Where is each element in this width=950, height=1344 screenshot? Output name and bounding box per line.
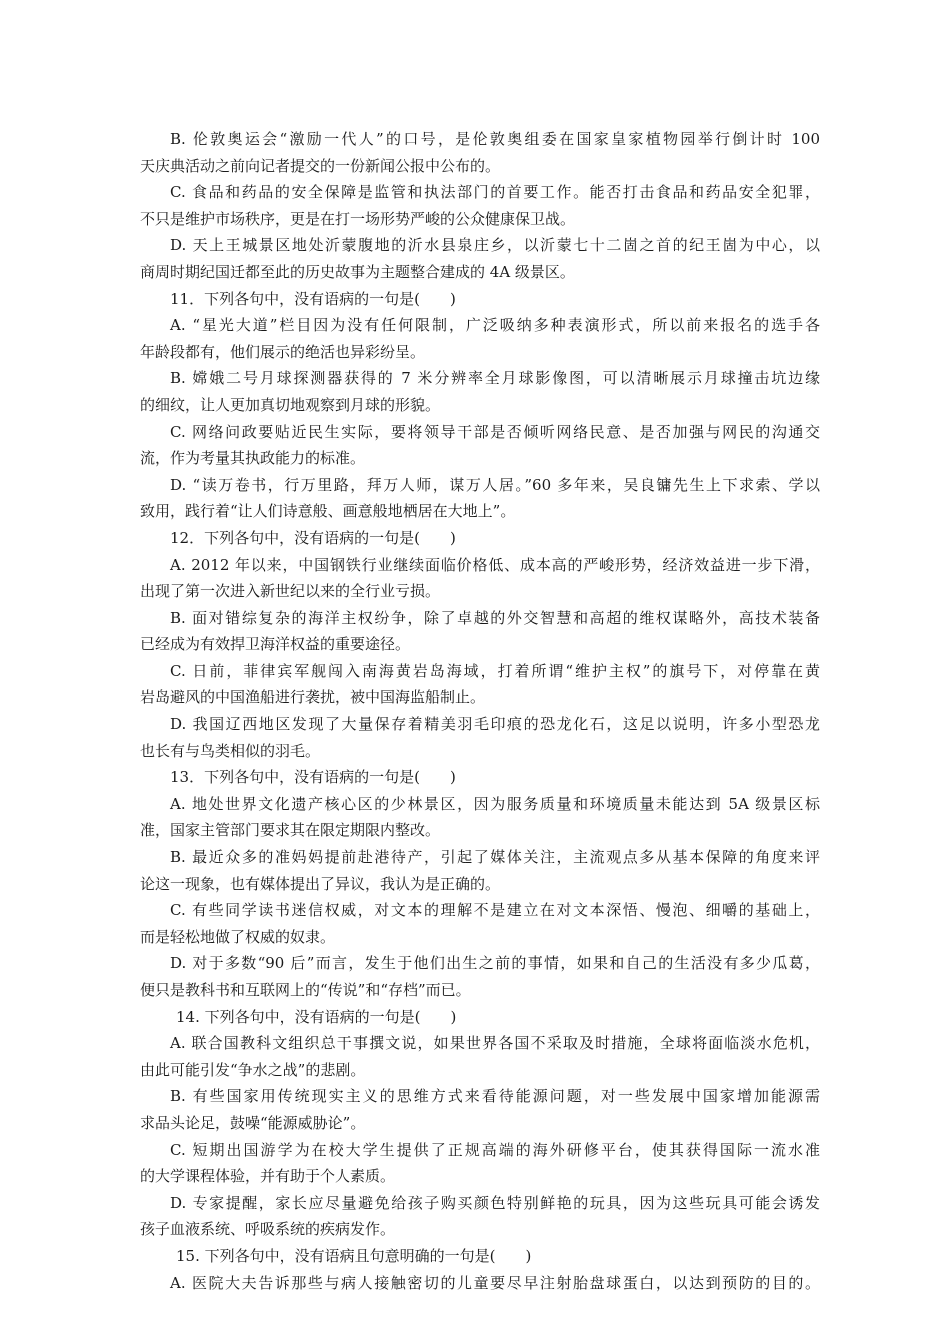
text-line: C. 有些同学读书迷信权威，对文本的理解不是建立在对文本深悟、慢泡、细嚼的基础上， bbox=[170, 901, 820, 920]
text-line: 由此可能引发“争水之战”的悲剧。 bbox=[140, 1060, 366, 1079]
text-line: 的细纹，让人更加真切地观察到月球的形貌。 bbox=[140, 395, 441, 414]
text-line: D. 对于多数“90 后”而言，发生于他们出生之前的事情，如果和自己的生活没有多少瓜葛， bbox=[170, 954, 820, 973]
text-line: B. 伦敦奥运会“激励一代人”的口号，是伦敦奥组委在国家皇家植物园举行倒计时 100 bbox=[170, 130, 820, 148]
text-line: 的大学课程体验，并有助于个人素质。 bbox=[140, 1167, 396, 1186]
text-line: B. 最近众多的准妈妈提前赴港待产，引起了媒体关注，主流观点多从基本保障的角度来评 bbox=[170, 848, 820, 867]
text-line: D. “读万卷书，行万里路，拜万人师，谋万人居。”60 多年来，吴良镛先生上下求索、学以 bbox=[170, 475, 820, 494]
text-line: B. 有些国家用传统现实主义的思维方式来看待能源问题，对一些发展中国家增加能源需 bbox=[170, 1087, 820, 1106]
text-line: D. 天上王城景区地处沂蒙腹地的沂水县泉庄乡，以沂蒙七十二崮之首的纪王崮为中心，以 bbox=[170, 236, 820, 255]
document-body bbox=[140, 126, 820, 1296]
text-line: B. 嫦娥二号月球探测器获得的 7 米分辨率全月球影像图，可以清晰展示月球撞击坑边缘 bbox=[170, 369, 820, 388]
text-line: 论这一现象，也有媒体提出了异议，我认为是正确的。 bbox=[140, 874, 501, 893]
text-line: C. 网络问政要贴近民生实际，要将领导干部是否倾听网络民意、是否加强与网民的沟通交 bbox=[170, 422, 820, 441]
text-line: 天庆典活动之前向记者提交的一份新闻公报中公布的。 bbox=[140, 156, 501, 175]
text-line: 而是轻松地做了权威的奴隶。 bbox=[140, 927, 336, 946]
text-line: 岩岛避风的中国渔船进行袭扰，被中国海监船制止。 bbox=[140, 688, 486, 707]
text-line: 14. 下列各句中，没有语病的一句是( ) bbox=[176, 1007, 457, 1026]
text-line: 12．下列各句中，没有语病的一句是( ) bbox=[170, 528, 456, 547]
text-line: 已经成为有效捍卫海洋权益的重要途径。 bbox=[140, 635, 411, 654]
text-line: A. 医院大夫告诉那些与病人接触密切的儿童要尽早注射胎盘球蛋白，以达到预防的目的。 bbox=[170, 1273, 820, 1292]
text-line: 年龄段都有，他们展示的绝活也异彩纷呈。 bbox=[140, 342, 426, 361]
text-line: 15. 下列各句中，没有语病且句意明确的一句是( ) bbox=[176, 1246, 532, 1265]
text-line: 孩子血液系统、呼吸系统的疾病发作。 bbox=[140, 1220, 396, 1239]
text-line: B. 面对错综复杂的海洋主权纷争，除了卓越的外交智慧和高超的维权谋略外，高技术装备 bbox=[170, 608, 820, 627]
text-line: 求品头论足，鼓噪“能源威胁论”。 bbox=[140, 1113, 366, 1132]
text-line: A. 地处世界文化遗产核心区的少林景区，因为服务质量和环境质量未能达到 5A 级景区标 bbox=[170, 794, 820, 813]
text-line: 流，作为考量其执政能力的标准。 bbox=[140, 449, 366, 468]
text-line: 准，国家主管部门要求其在限定期限内整改。 bbox=[140, 821, 441, 840]
text-line: 便只是教科书和互联网上的“传说”和“存档”而已。 bbox=[140, 981, 471, 999]
text-line: 商周时期纪国迁都至此的历史故事为主题整合建成的 4A 级景区。 bbox=[140, 262, 575, 281]
text-line: C. 短期出国游学为在校大学生提供了正规高端的海外研修平台，使其获得国际一流水准 bbox=[170, 1140, 820, 1159]
text-line: D. 专家提醒，家长应尽量避免给孩子购买颜色特别鲜艳的玩具，因为这些玩具可能会诱发 bbox=[170, 1193, 820, 1212]
text-line: 13．下列各句中，没有语病的一句是( ) bbox=[170, 768, 456, 787]
text-line: A. 联合国教科文组织总干事撰文说，如果世界各国不采取及时措施，全球将面临淡水危机， bbox=[170, 1034, 820, 1053]
text-line: D. 我国辽西地区发现了大量保存着精美羽毛印痕的恐龙化石，这足以说明，许多小型恐龙 bbox=[170, 715, 820, 734]
text-line: 也长有与鸟类相似的羽毛。 bbox=[140, 741, 321, 760]
text-line: C. 日前，菲律宾军舰闯入南海黄岩岛海域，打着所谓“维护主权”的旗号下，对停靠在黄 bbox=[170, 661, 820, 680]
text-line: 出现了第一次进入新世纪以来的全行业亏损。 bbox=[140, 582, 441, 601]
text-line: A. 2012 年以来，中国钢铁行业继续面临价格低、成本高的严峻形势，经济效益进一步下滑， bbox=[170, 555, 820, 574]
text-line: 不只是维护市场秩序，更是在打一场形势严峻的公众健康保卫战。 bbox=[140, 209, 576, 228]
text-line: 11．下列各句中，没有语病的一句是( ) bbox=[170, 289, 456, 308]
text-line: A. “星光大道”栏目因为没有任何限制，广泛吸纳多种表演形式，所以前来报名的选手各 bbox=[170, 316, 820, 335]
text-line: C. 食品和药品的安全保障是监管和执法部门的首要工作。能否打击食品和药品安全犯罪， bbox=[170, 183, 820, 202]
text-line: 致用，践行着“让人们诗意般、画意般地栖居在大地上”。 bbox=[140, 502, 516, 521]
